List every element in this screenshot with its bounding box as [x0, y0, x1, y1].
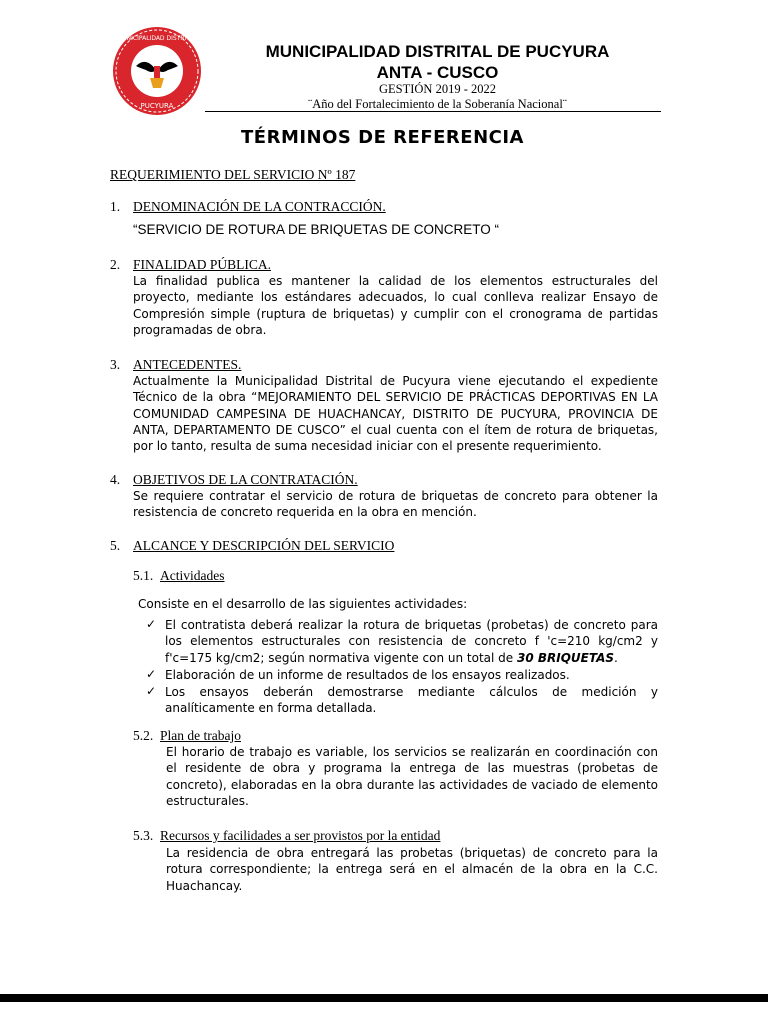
subsection-5-2-text: El horario de trabajo es variable, los servicios se realizarán en coordinación con el residente de obra y programa la entrega de las muestras (probetas de concreto), elaboradas en la obra durante las actividades de vaciado de elemento estructurales. [166, 745, 658, 808]
section-1-number: 1. [110, 199, 121, 214]
subsection-5-2-heading: Plan de trabajo [160, 728, 241, 743]
section-2-heading: FINALIDAD PÚBLICA. [133, 257, 271, 272]
section-5-number: 5. [110, 538, 121, 553]
page-title: TÉRMINOS DE REFERENCIA [241, 127, 524, 148]
activity-item-3: Los ensayos deberán demostrarse mediante cálculos de medición y analíticamente en forma detallada. [165, 685, 658, 716]
subsection-5-1-number: 5.1. [133, 568, 154, 583]
svg-text:PUCYURA: PUCYURA [140, 102, 174, 110]
request-number: REQUERIMIENTO DEL SERVICIO Nº 187 [110, 167, 356, 182]
section-2-text: La finalidad publica es mantener la calidad de los elementos estructurales del proyecto, mediante los estándares adecuados, lo cual conlleva realizar Ensayo de Compresión simple (ruptura de briquetas) y cumplir con el cronograma de partidas programadas de obra. [133, 274, 658, 337]
check-icon: ✓ [146, 667, 157, 681]
section-3-text: Actualmente la Municipalidad Distrital de Pucyura viene ejecutando el expediente Técnico de la obra “MEJORAMIENTO DEL SERVICIO DE PRÁCTICAS DEPORTIVAS EN LA COMUNIDAD CAMPESINA DE HUACHANCAY, DISTRITO DE PUCYURA, PROVINCIA DE ANTA, DEPARTAMENTO DE CUSCO” el cual cuenta con el ítem de rotura de briquetas, por lo tanto, resulta de suma necesidad iniciar con el presente requerimiento. [133, 374, 658, 454]
activity-item-2: Elaboración de un informe de resultados de los ensayos realizados. [165, 668, 570, 682]
year-motto: ¨Año del Fortalecimiento de la Soberanía Nacional¨ [308, 97, 567, 111]
subsection-5-3-number: 5.3. [133, 828, 154, 843]
section-4-heading: OBJETIVOS DE LA CONTRATACIÓN. [133, 472, 358, 487]
activities-intro: Consiste en el desarrollo de las siguientes actividades: [138, 597, 468, 611]
municipal-seal-icon [112, 26, 202, 116]
page-bottom-bar [0, 994, 768, 1002]
management-period: GESTIÓN 2019 - 2022 [378, 82, 496, 96]
subsection-5-3-heading: Recursos y facilidades a ser provistos por la entidad [160, 828, 441, 843]
header-divider [205, 111, 661, 112]
org-name: MUNICIPALIDAD DISTRITAL DE PUCYURA [265, 42, 610, 61]
section-3-number: 3. [110, 357, 121, 372]
section-5-heading: ALCANCE Y DESCRIPCIÓN DEL SERVICIO [133, 538, 395, 553]
activity-item-1: El contratista deberá realizar la rotura de briquetas (probetas) de concreto para los elementos estructurales con resistencia de concreto f 'c=210 kg/cm2 y f'c=175 kg/cm2; según normativa vigente con un total de 30 BRIQUETAS. [165, 618, 658, 665]
section-1-heading: DENOMINACIÓN DE LA CONTRACCIÓN. [133, 199, 386, 214]
section-1-text: “SERVICIO DE ROTURA DE BRIQUETAS DE CONCRETO “ [133, 222, 500, 237]
check-icon: ✓ [146, 684, 157, 698]
check-icon: ✓ [146, 617, 157, 631]
subsection-5-1-heading: Actividades [160, 568, 225, 583]
subsection-5-2-number: 5.2. [133, 728, 154, 743]
org-location: ANTA - CUSCO [376, 63, 499, 82]
section-4-text: Se requiere contratar el servicio de rotura de briquetas de concreto para obtener la resistencia de concreto requerida en la obra en mención. [133, 489, 658, 520]
section-3-heading: ANTECEDENTES. [133, 357, 242, 372]
svg-text:MUNICIPALIDAD DISTRITAL: MUNICIPALIDAD DISTRITAL [117, 35, 197, 42]
subsection-5-3-text: La residencia de obra entregará las probetas (briquetas) de concreto para la rotura correspondiente; la entrega será en el almacén de la obra en la C.C. Huachancay. [166, 846, 658, 893]
section-4-number: 4. [110, 472, 121, 487]
section-2-number: 2. [110, 257, 121, 272]
